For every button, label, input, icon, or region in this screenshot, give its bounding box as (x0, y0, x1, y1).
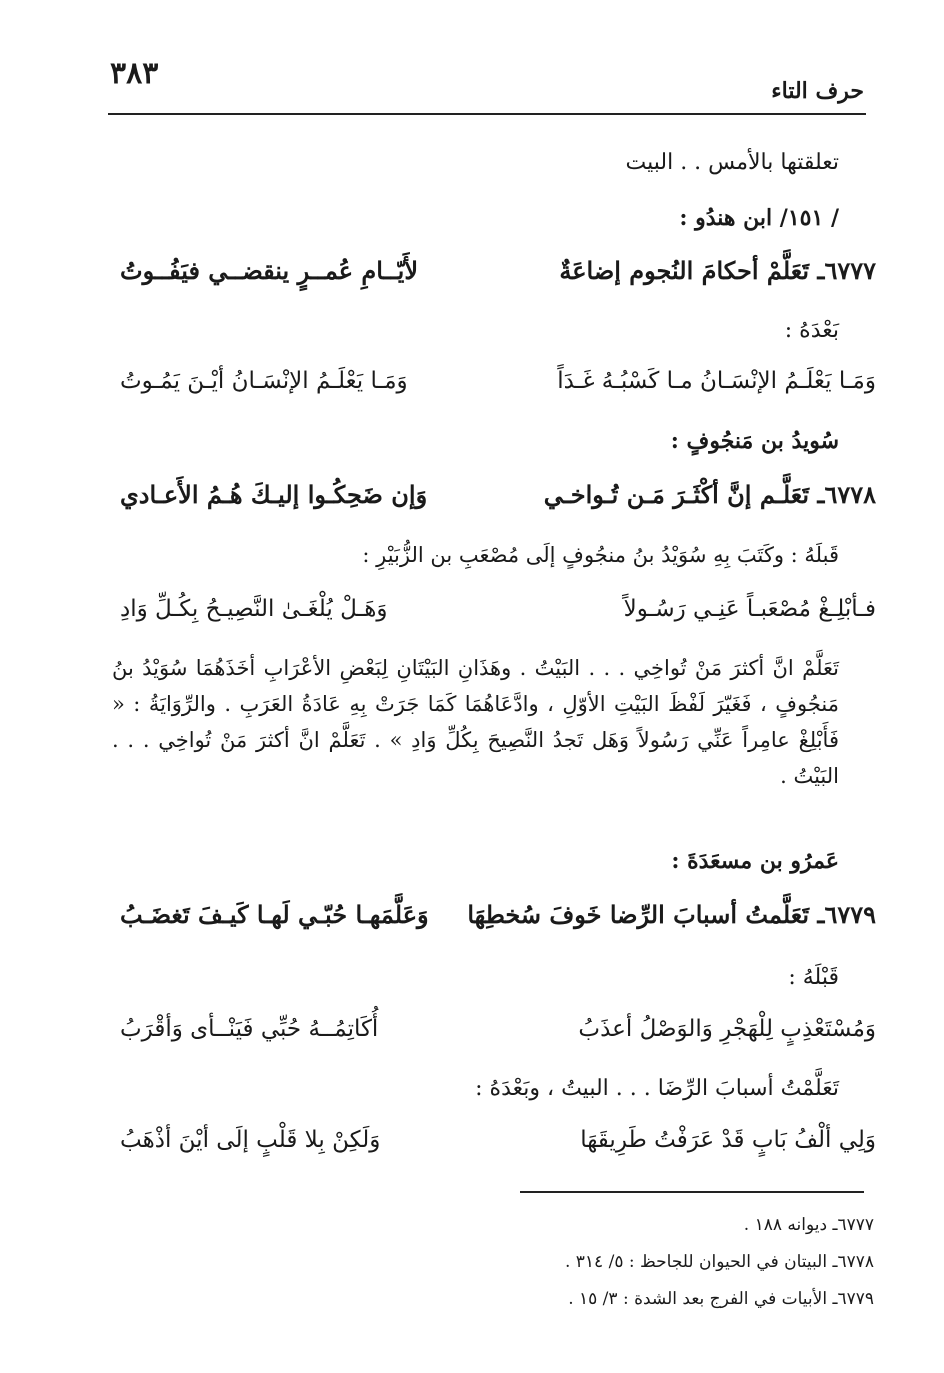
verse-before-6779 (120, 1016, 876, 1060)
text-line: قَبلَهُ : وكَتَبَ بِهِ سُوَيْدُ بنُ منجُوفٍ إلَى مُصْعَبِ بن الزُّبَيْرِ : (362, 543, 839, 567)
hemistich-second: وَعَلَّمَهـا حُبّـي لَهـا كَيـفَ تَغضَـبُ (120, 900, 429, 929)
verse-6778 (120, 480, 876, 524)
verse-6777 (120, 256, 876, 300)
hemistich-second: وَإن ضَحِكُـوا إليـكَ هُـمُ الأَعـادي (120, 480, 428, 509)
hemistich-first: ٦٧٧٧ـ تَعَلَّمْ أحكامَ النُجوم إضاعَةٌ (559, 256, 876, 285)
verse-after-6779 (120, 1127, 876, 1171)
hemistich-first: وَلِي ألْفُ بَابٍ قَدْ عَرَفْتُ طَرِيقَهَا (580, 1127, 876, 1153)
hemistich-second: لأَيّــامِ عُمــرٍ ينقضــي فيَفُــوتُ (120, 256, 419, 285)
prose-paragraph: تَعَلَّمْ انَّ أكثرَ مَنْ تُواخِي . . . البَيْتُ . وهَذَانِ البَيْتَانِ لِبَعْضِ الأعْرَابِ أخَذَهُمَا سُوَيْدُ بنُ مَنجُوفٍ ، فَغَيّرَ لَفْظَ البَيْتِ الأوّلِ ، وادَّعَاهُمَا كَمَا جَرَتْ بِهِ عَادَةُ العَرَبِ . والرِّوَايَةُ : « فَأَبْلِغْ عامِراً عَنِّي رَسُولاً وَهَل تَجدُ النَّصِيحَ بِكُلِّ وَادِ » . تَعَلَّمْ انَّ أكثرَ مَنْ تُواخِي . . . البَيْتُ . (112, 656, 839, 788)
label-before: قَبْلَهُ : (788, 965, 839, 990)
header-rule (108, 113, 866, 115)
verse-before-6778 (120, 596, 876, 640)
hemistich-second: وَهَـلْ يُلْغَـىٰ النَّصِيـحُ بِكُـلِّ وَادِ (120, 596, 388, 622)
hemistich-first: وَمُسْتَعْذِبٍ لِلْهَجْرِ وَالوَصْلُ أعذَبُ (578, 1016, 876, 1042)
hemistich-first: ٦٧٧٩ـ تَعَلَّمتُ أسبابَ الرِّضا خَوفَ سُخطِهَا (467, 900, 876, 929)
running-title: حرف التاء (771, 78, 864, 104)
hemistich-first: فـأبْلِـغْ مُصْعَبـاً عَنِـي رَسُـولاً (623, 596, 876, 622)
hemistich-second: أُكَاتِمُــهُ حُبِّي فَيَنْــأى وَأقْرَبُ (120, 1016, 379, 1042)
page-number: ٣٨٣ (110, 56, 159, 91)
hemistich-first: وَمَـا يَعْلَـمُ الإنْسَـانُ مـا كَسْبُـهُ غَـدَاً (557, 368, 876, 394)
label-after: بَعْدَهُ : (784, 318, 839, 343)
hemistich-second: وَمَـا يَعْلَـمُ الإنْسَـانُ أيْـنَ يَمُـوتُ (120, 368, 408, 394)
text-line: تَعَلَّمْتُ أسبابَ الرِّضَا . . . البيتُ ، وبَعْدَهُ : (475, 1076, 839, 1101)
footnote-rule (520, 1191, 864, 1193)
hemistich-first: ٦٧٧٨ـ تَعَلَّـم إنَّ أكْثَـرَ مَـن تُـواخـي (543, 480, 876, 509)
poet-heading: عَمرُو بن مسعَدَةَ : (671, 848, 839, 874)
entry-heading: / ١٥١/ ابن هندُو : (679, 205, 839, 231)
text-line: تعلقتها بالأمس . . البيت (625, 150, 839, 175)
verse-6779 (120, 900, 876, 944)
poet-heading: سُويدُ بن مَنجُوفٍ : (670, 428, 839, 454)
footnote: ٦٧٧٧ـ ديوانه ١٨٨ . (743, 1215, 874, 1235)
footnote: ٦٧٧٨ـ البيتان في الحيوان للجاحظ : ٥/ ٣١٤ . (564, 1252, 874, 1272)
verse-after-6777 (120, 368, 876, 412)
hemistich-second: وَلَكِنْ بِلا قَلْبٍ إلَى أيْنَ أذْهَبُ (120, 1127, 381, 1153)
footnote: ٦٧٧٩ـ الأبيات في الفرج بعد الشدة : ٣/ ١٥ . (568, 1289, 874, 1309)
